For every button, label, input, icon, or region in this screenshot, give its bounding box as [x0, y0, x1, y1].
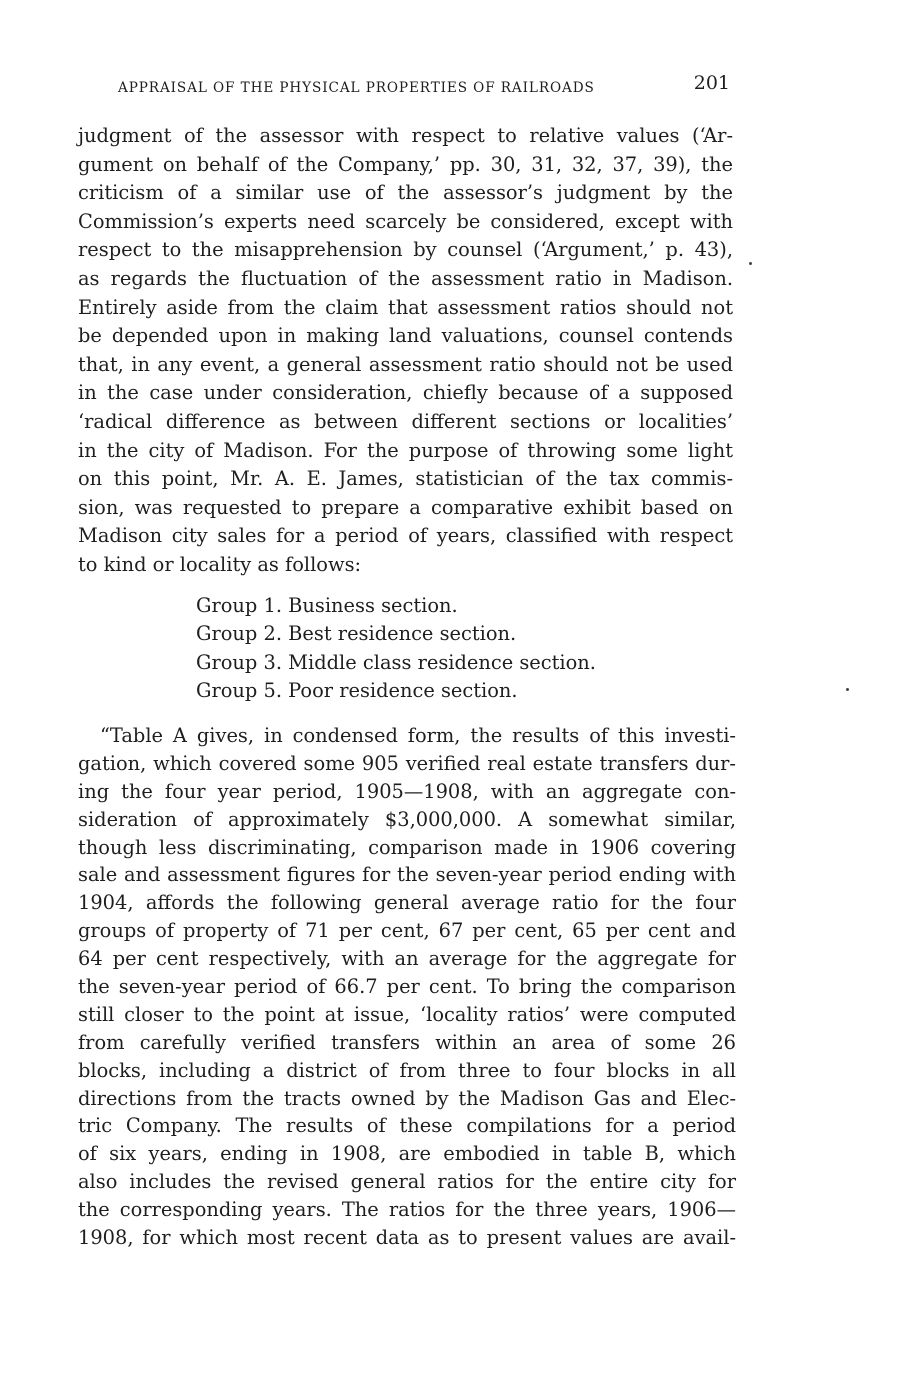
text-line: still closer to the point at issue, ‘locality ratios’ were computed: [78, 1002, 736, 1026]
text-line: 64 per cent respectively, with an average for the aggregate for: [78, 947, 736, 971]
text-line: the seven-year period of 66.7 per cent. To bring the comparison: [78, 975, 736, 999]
running-title: APPRAISAL OF THE PHYSICAL PROPERTIES OF RAILROADS: [118, 80, 595, 96]
text-line: gation, which covered some 905 verified real estate transfers dur-: [78, 751, 736, 775]
text-line: that, in any event, a general assessment ratio should not be used: [78, 352, 733, 376]
text-line: “Table A gives, in condensed form, the results of this investi-: [100, 724, 736, 747]
text-line: in the case under consideration, chiefly because of a supposed: [78, 381, 733, 405]
text-line: of six years, ending in 1908, are embodied in table B, which: [78, 1142, 736, 1166]
text-line: ing the four year period, 1905—1908, with an aggregate con-: [78, 779, 736, 803]
group-item: Group 5. Poor residence section.: [196, 679, 518, 703]
group-item: Group 1. Business section.: [196, 594, 458, 617]
text-line: on this point, Mr. A. E. James, statistician of the tax commis-: [78, 467, 733, 491]
text-line: as regards the fluctuation of the assessment ratio in Madison.: [78, 266, 733, 290]
text-line: gument on behalf of the Company,’ pp. 30, 31, 32, 37, 39), the: [78, 152, 733, 176]
text-line: ‘radical difference as between different sections or localities’: [78, 409, 733, 433]
text-line: sideration of approximately $3,000,000. A somewhat similar,: [78, 807, 736, 831]
text-line: Entirely aside from the claim that assessment ratios should not: [78, 295, 733, 319]
text-line: Madison city sales for a period of years, classified with respect: [78, 524, 733, 548]
text-line: though less discriminating, comparison made in 1906 covering: [78, 835, 736, 859]
group-item: Group 3. Middle class residence section.: [196, 650, 596, 674]
text-line: 1904, affords the following general average ratio for the four: [78, 891, 736, 915]
page-number: 201: [693, 72, 730, 94]
text-line: in the city of Madison. For the purpose of throwing some light: [78, 438, 733, 462]
text-line: Commission’s experts need scarcely be considered, except with: [78, 209, 733, 233]
group-item: Group 2. Best residence section.: [196, 622, 517, 646]
text-line: criticism of a similar use of the assessor’s judgment by the: [78, 181, 733, 205]
group-list: [196, 592, 616, 706]
running-head: [118, 72, 730, 102]
text-line: sion, was requested to prepare a comparative exhibit based on: [78, 495, 733, 519]
text-line: blocks, including a district of from three to four blocks in all: [78, 1058, 736, 1082]
paragraph-continued: [78, 122, 733, 580]
text-line: to kind or locality as follows:: [78, 552, 362, 576]
text-line: from carefully verified transfers within an area of some 26: [78, 1030, 736, 1054]
text-line: also includes the revised general ratios for the entire city for: [78, 1170, 736, 1194]
text-line: the corresponding years. The ratios for the three years, 1906—: [78, 1198, 736, 1222]
text-line: 1908, for which most recent data as to present values are avail-: [78, 1226, 736, 1250]
text-line: groups of property of 71 per cent, 67 per cent, 65 per cent and: [78, 919, 736, 943]
text-line: respect to the misapprehension by counsel (‘Argument,’ p. 43),: [78, 238, 733, 262]
text-line: tric Company. The results of these compilations for a period: [78, 1114, 736, 1138]
print-speck: [846, 688, 849, 691]
text-line: sale and assessment figures for the seven-year period ending with: [78, 863, 736, 887]
paragraph-table-a: [78, 722, 736, 1252]
print-speck: [749, 262, 752, 265]
text-line: directions from the tracts owned by the Madison Gas and Elec-: [78, 1086, 736, 1110]
text-line: judgment of the assessor with respect to relative values (‘Ar-: [78, 124, 733, 147]
text-line: be depended upon in making land valuations, counsel contends: [78, 324, 733, 348]
